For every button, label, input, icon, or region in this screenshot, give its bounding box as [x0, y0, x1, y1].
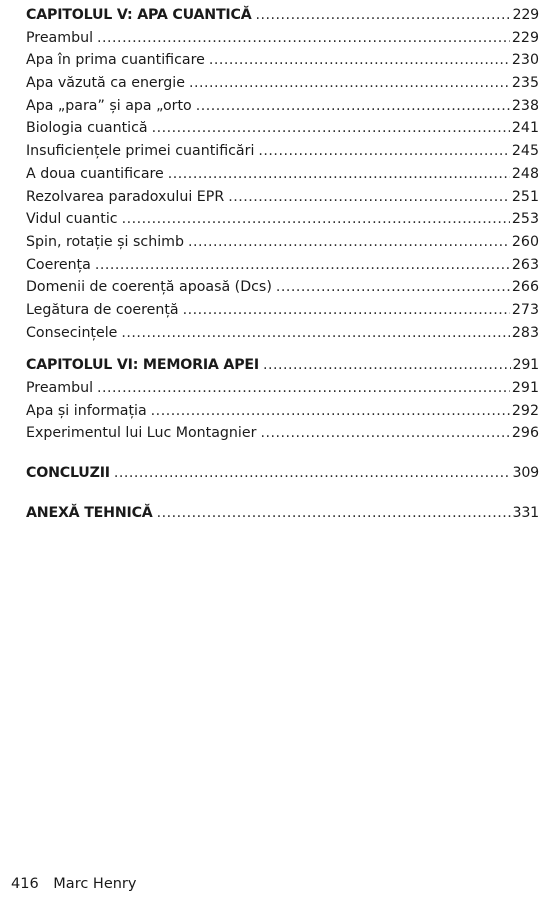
- dot-leader: [168, 163, 510, 186]
- toc-entry-page: 235: [511, 75, 539, 92]
- toc-entry[interactable]: [26, 27, 539, 50]
- footer-page-number: 416: [11, 876, 39, 892]
- toc-entry[interactable]: [26, 186, 539, 209]
- dot-leader: [263, 354, 511, 377]
- page-footer: [11, 876, 136, 892]
- toc-entry-page: 331: [512, 504, 539, 521]
- toc-entry-title: Domenii de coerență apoasă (Dcs): [26, 279, 272, 296]
- dot-leader: [276, 276, 510, 299]
- toc-entry-page: 263: [511, 256, 539, 273]
- dot-leader: [95, 254, 510, 277]
- toc-entry-page: 309: [512, 465, 539, 482]
- dot-leader: [209, 49, 510, 72]
- footer-author: Marc Henry: [53, 876, 137, 892]
- toc-entry-title: Legătura de coerență: [26, 301, 179, 318]
- toc-entry-title: Rezolvarea paradoxului EPR: [26, 188, 225, 205]
- toc-entry[interactable]: [26, 322, 539, 345]
- toc-entry-title: CONCLUZII: [26, 465, 110, 482]
- toc-entry-title: Apa „para” și apa „orto: [26, 97, 192, 114]
- toc-chapter-5-heading[interactable]: [26, 4, 539, 27]
- toc-entry-title: Vidul cuantic: [26, 211, 118, 228]
- dot-leader: [189, 72, 510, 95]
- toc-entry[interactable]: [26, 163, 539, 186]
- toc-entry[interactable]: [26, 49, 539, 72]
- toc-entry-page: 229: [511, 29, 539, 46]
- toc-entry-title: Biologia cuantică: [26, 120, 148, 137]
- toc-entry[interactable]: [26, 231, 539, 254]
- dot-leader: [122, 208, 510, 231]
- dot-leader: [228, 186, 510, 209]
- toc-entry-page: 292: [511, 402, 539, 419]
- toc-entry-page: 291: [512, 357, 539, 374]
- toc-entry[interactable]: [26, 276, 539, 299]
- toc-entry-title: Spin, rotație și schimb: [26, 233, 184, 250]
- dot-leader: [157, 502, 511, 525]
- dot-leader: [260, 422, 509, 445]
- toc-annex-heading[interactable]: [26, 502, 539, 525]
- toc-entry-page: 241: [511, 120, 539, 137]
- toc-entry-page: 251: [511, 188, 539, 205]
- toc-entry-title: CAPITOLUL V: APA CUANTICĂ: [26, 7, 252, 23]
- dot-leader: [152, 117, 510, 140]
- toc-entry-title: Coerența: [26, 256, 91, 273]
- toc-entry-page: 273: [511, 301, 539, 318]
- toc-entry-page: 238: [511, 97, 539, 114]
- toc-entry-title: Apa în prima cuantificare: [26, 52, 205, 69]
- toc-entry-title: Consecințele: [26, 324, 118, 341]
- toc-entry-page: 253: [511, 211, 539, 228]
- toc-entry-page: 248: [511, 165, 539, 182]
- toc-entry[interactable]: [26, 140, 539, 163]
- toc-conclusions-heading[interactable]: [26, 462, 539, 485]
- toc-entry-page: 260: [511, 233, 539, 250]
- toc-entry-title: Apa și informația: [26, 402, 147, 419]
- dot-leader: [97, 27, 510, 50]
- toc-entry-page: 296: [511, 425, 539, 442]
- dot-leader: [97, 377, 510, 400]
- toc-entry-title: CAPITOLUL VI: MEMORIA APEI: [26, 357, 259, 374]
- toc-entry[interactable]: [26, 95, 539, 118]
- dot-leader: [183, 299, 510, 322]
- section-spacer: [26, 485, 539, 502]
- toc-entry-title: Insuficiențele primei cuantificări: [26, 143, 255, 160]
- toc-entry-page: 266: [511, 279, 539, 296]
- dot-leader: [151, 400, 510, 423]
- section-spacer: [26, 344, 539, 354]
- toc-entry[interactable]: [26, 377, 539, 400]
- toc-entry[interactable]: [26, 117, 539, 140]
- toc-entry-title: A doua cuantificare: [26, 165, 164, 182]
- toc-entry[interactable]: [26, 299, 539, 322]
- toc-entry[interactable]: [26, 72, 539, 95]
- toc-entry-page: 230: [511, 52, 539, 69]
- dot-leader: [256, 4, 511, 27]
- toc-entry[interactable]: [26, 422, 539, 445]
- toc-entry-title: Preambul: [26, 380, 94, 396]
- dot-leader: [196, 95, 510, 118]
- toc-entry-page: 229: [512, 7, 539, 23]
- section-spacer: [26, 445, 539, 462]
- dot-leader: [258, 140, 510, 163]
- toc-entry[interactable]: [26, 254, 539, 277]
- toc-entry[interactable]: [26, 400, 539, 423]
- toc-entry-title: Preambul: [26, 29, 94, 46]
- toc-entry-title: ANEXĂ TEHNICĂ: [26, 504, 153, 521]
- toc-entry-page: 245: [511, 143, 539, 160]
- toc-entry-page: 291: [511, 380, 539, 396]
- toc-chapter-6-heading[interactable]: [26, 354, 539, 377]
- toc-entry[interactable]: [26, 208, 539, 231]
- table-of-contents: [26, 4, 539, 524]
- dot-leader: [188, 231, 510, 254]
- toc-entry-title: Apa văzută ca energie: [26, 75, 185, 92]
- toc-entry-page: 283: [511, 324, 539, 341]
- dot-leader: [121, 322, 510, 345]
- dot-leader: [114, 462, 511, 485]
- toc-entry-title: Experimentul lui Luc Montagnier: [26, 425, 257, 442]
